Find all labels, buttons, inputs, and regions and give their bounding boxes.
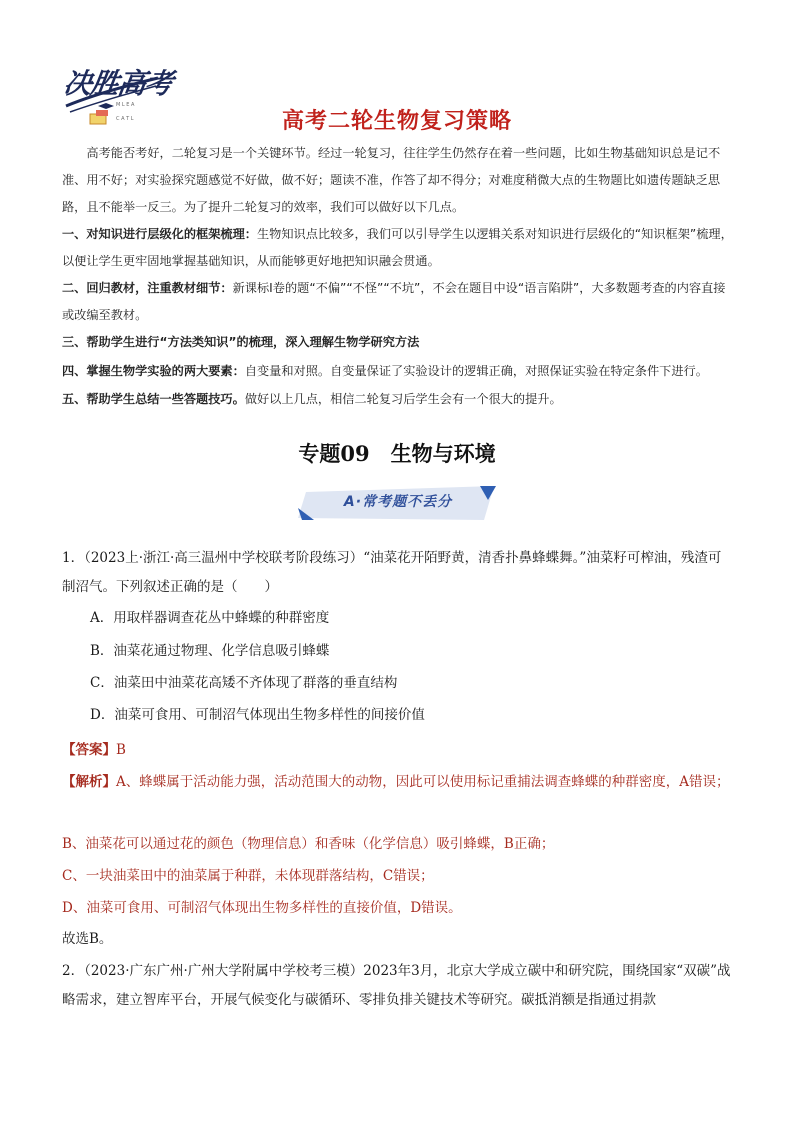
document-title: 高考二轮生物复习策略 xyxy=(281,109,512,134)
point-heading: 三、帮助学生进行“方法类知识”的梳理，深入理解生物学研究方法 xyxy=(62,335,420,349)
logo-wordmark: 决胜高考 xyxy=(61,67,175,100)
point-text: 自变量和对照。自变量保证了实验设计的逻辑正确，对照保证实验在特定条件下进行。 xyxy=(244,364,708,378)
section-title: 专题09 生物与环境 xyxy=(298,441,496,466)
point-text: 做好以上几点，相信二轮复习后学生会有一个很大的提升。 xyxy=(244,392,562,406)
analysis-line-2: B、油菜花可以通过花的颜色（物理信息）和香味（化学信息）吸引蜂蝶，B正确； xyxy=(62,836,555,852)
option-b: B．油菜花通过物理、化学信息吸引蜂蝶 xyxy=(90,643,330,659)
strategy-point-4 xyxy=(62,358,734,385)
svg-text:M L E A: M L E A xyxy=(116,102,135,108)
strategy-point-5 xyxy=(62,386,734,413)
analysis-tag: 【解析】 xyxy=(62,774,116,790)
strategy-point-1 xyxy=(62,221,734,275)
analysis-text: A、蜂蝶属于活动能力强，活动范围大的动物，因此可以使用标记重捕法调查蜂蝶的种群密度，A错误； xyxy=(116,774,730,790)
answer-line xyxy=(62,735,734,766)
option-c: C．油菜田中油菜花高矮不齐体现了群落的垂直结构 xyxy=(90,675,398,691)
point-text: 生物知识点比较多，我们可以引导学生以逻辑关系对知识进行层级化的“知识框架”梳理，以便让学生更牢固地掌握基础知识，从而能够更好地把知识融会贯通。 xyxy=(62,227,733,268)
section-banner xyxy=(298,484,498,522)
analysis-line-1 xyxy=(62,767,734,798)
question-2-stem: 2．（2023·广东广州·广州大学附属中学校考三模）2023年3月，北京大学成立碳中和研究院，围绕国家“双碳”战略需求，建立智库平台，开展气候变化与碳循环、零排负排关键技术等研究。碳抵消额是指通过捐款 xyxy=(62,963,731,1008)
answer-value: B xyxy=(116,742,126,758)
conclusion-line: 故选B。 xyxy=(62,931,113,947)
strategy-point-3 xyxy=(62,329,734,356)
point-heading: 五、帮助学生总结一些答题技巧。 xyxy=(62,392,245,406)
svg-text:C A T L: C A T L xyxy=(116,116,134,122)
intro-paragraph: 高考能否考好，二轮复习是一个关键环节。经过一轮复习，往往学生仍然存在着一些问题，比如生物基础知识总是记不准、用不好；对实验探究题感觉不好做，做不好；题读不准，作答了却不得分；对难度稍微大点的生物题比如遗传题缺乏思路，且不能举一反三。为了提升二轮复习的效率，我们可以做好以下几点。 xyxy=(62,146,721,214)
point-text: 新课标Ⅰ卷的题“不偏”“不怪”“不坑”，不会在题目中设“语言陷阱”，大多数题考查的内容直接或改编至教材。 xyxy=(62,281,726,322)
answer-tag: 【答案】 xyxy=(62,742,116,758)
question-1-stem: 1．（2023上·浙江·高三温州中学校联考阶段练习）“油菜花开陌野黄，清香扑鼻蜂蝶舞。”油菜籽可榨油，残渣可制沼气。下列叙述正确的是（ ） xyxy=(62,550,722,595)
point-heading: 一、对知识进行层级化的框架梳理： xyxy=(62,227,257,241)
point-heading: 四、掌握生物学实验的两大要素： xyxy=(62,364,245,378)
strategy-point-2 xyxy=(62,275,734,329)
option-a: A．用取样器调查花丛中蜂蝶的种群密度 xyxy=(90,610,330,626)
option-d: D．油菜可食用、可制沼气体现出生物多样性的间接价值 xyxy=(90,707,425,723)
analysis-line-3: C、一块油菜田中的油菜属于种群，未体现群落结构，C错误； xyxy=(62,868,434,884)
banner-label: A·常考题不丢分 xyxy=(343,494,453,510)
point-heading: 二、回归教材，注重教材细节： xyxy=(62,281,233,295)
analysis-line-4: D、油菜可食用、可制沼气体现出生物多样性的直接价值，D错误。 xyxy=(62,900,462,916)
